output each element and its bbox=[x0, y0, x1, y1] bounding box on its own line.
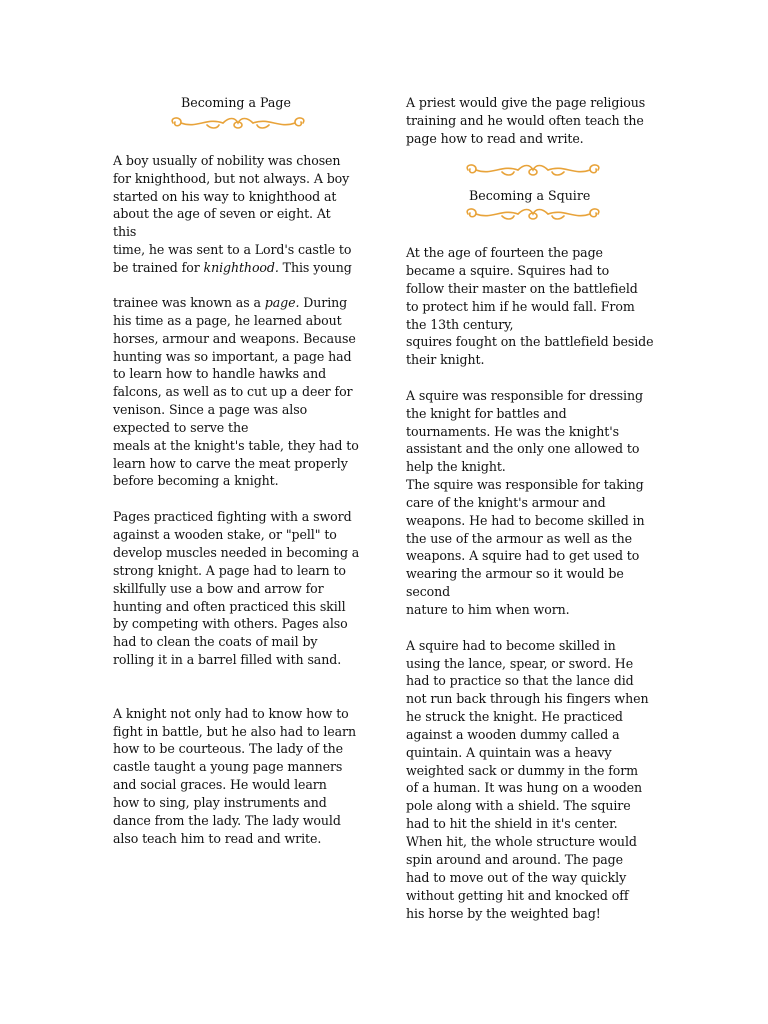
paragraph-line: hunting was so important, a page had bbox=[113, 349, 352, 364]
heading-becoming-a-squire: Becoming a Squire bbox=[469, 188, 591, 203]
paragraph-line: Pages practiced fighting with a sword bbox=[113, 509, 352, 524]
paragraph-line: without getting hit and knocked off bbox=[406, 888, 629, 903]
paragraph-line: falcons, as well as to cut up a deer for bbox=[113, 384, 353, 399]
italic-term: knighthood. bbox=[203, 260, 279, 275]
paragraph-line: skillfully use a bow and arrow for bbox=[113, 581, 324, 596]
paragraph-line: nature to him when worn. bbox=[406, 602, 570, 617]
text-run: This young bbox=[278, 260, 352, 275]
paragraph-line: venison. Since a page was also bbox=[113, 402, 308, 417]
paragraph-line: help the knight. bbox=[406, 459, 506, 474]
paragraph-line: quintain. A quintain was a heavy bbox=[406, 745, 612, 760]
paragraph-line: about the age of seven or eight. At bbox=[113, 206, 331, 221]
paragraph-line: assistant and the only one allowed to bbox=[406, 441, 640, 456]
paragraph-line: hunting and often practiced this skill bbox=[113, 599, 346, 614]
text-run: be trained for bbox=[113, 260, 204, 275]
paragraph-line: time, he was sent to a Lord's castle to bbox=[113, 242, 352, 257]
paragraph-line: the knight for battles and bbox=[406, 406, 567, 421]
paragraph-line: against a wooden stake, or "pell" to bbox=[113, 527, 337, 542]
paragraph-line: also teach him to read and write. bbox=[113, 831, 322, 846]
paragraph-line: training and he would often teach the bbox=[406, 113, 644, 128]
text-run: During bbox=[299, 295, 348, 310]
paragraph-line: strong knight. A page had to learn to bbox=[113, 563, 346, 578]
paragraph-line: care of the knight's armour and bbox=[406, 495, 606, 510]
paragraph-line: using the lance, spear, or sword. He bbox=[406, 656, 634, 671]
paragraph-line: A squire had to become skilled in bbox=[406, 638, 616, 653]
paragraph-line: When hit, the whole structure would bbox=[406, 834, 637, 849]
paragraph-line: to learn how to handle hawks and bbox=[113, 366, 327, 381]
paragraph-line: fight in battle, but he also had to learn bbox=[113, 724, 356, 739]
paragraph-line: A knight not only had to know how to bbox=[113, 706, 349, 721]
paragraph-line: rolling it in a barrel filled with sand. bbox=[113, 652, 342, 667]
paragraph-line: the use of the armour as well as the bbox=[406, 531, 632, 546]
paragraph-line: develop muscles needed in becoming a bbox=[113, 545, 360, 560]
paragraph-line: started on his way to knighthood at bbox=[113, 189, 337, 204]
paragraph-line: for knighthood, but not always. A boy bbox=[113, 171, 350, 186]
paragraph-line: his horse by the weighted bag! bbox=[406, 906, 601, 921]
paragraph-line: page how to read and write. bbox=[406, 131, 584, 146]
paragraph-line: not run back through his fingers when bbox=[406, 691, 649, 706]
paragraph-line: weighted sack or dummy in the form bbox=[406, 763, 639, 778]
paragraph-line: his time as a page, he learned about bbox=[113, 313, 342, 328]
paragraph-line: became a squire. Squires had to bbox=[406, 263, 610, 278]
text-run: trainee was known as a bbox=[113, 295, 265, 310]
paragraph-line: meals at the knight's table, they had to bbox=[113, 438, 359, 453]
paragraph-line: spin around and around. The page bbox=[406, 852, 624, 867]
paragraph-line: of a human. It was hung on a wooden bbox=[406, 780, 643, 795]
paragraph-line: to protect him if he would fall. From bbox=[406, 299, 635, 314]
paragraph-line: their knight. bbox=[406, 352, 485, 367]
paragraph-line: had to hit the shield in it's center. bbox=[406, 816, 618, 831]
paragraph-line: had to move out of the way quickly bbox=[406, 870, 627, 885]
paragraph-line: weapons. A squire had to get used to bbox=[406, 548, 640, 563]
paragraph-line: tournaments. He was the knight's bbox=[406, 424, 619, 439]
paragraph-line: wearing the armour so it would be bbox=[406, 566, 624, 581]
paragraph-line: second bbox=[406, 584, 451, 599]
paragraph-line: how to sing, play instruments and bbox=[113, 795, 327, 810]
heading-becoming-a-page: Becoming a Page bbox=[181, 95, 291, 110]
paragraph-line: A priest would give the page religious bbox=[406, 95, 646, 110]
paragraph-line: weapons. He had to become skilled in bbox=[406, 513, 645, 528]
paragraph-line bbox=[113, 259, 352, 277]
scroll-ornament-icon bbox=[462, 162, 604, 178]
paragraph-line: the 13th century, bbox=[406, 317, 514, 332]
paragraph-line: squires fought on the battlefield beside bbox=[406, 334, 654, 349]
paragraph-line: dance from the lady. The lady would bbox=[113, 813, 341, 828]
paragraph-line: A boy usually of nobility was chosen bbox=[113, 153, 341, 168]
paragraph-line: follow their master on the battlefield bbox=[406, 281, 638, 296]
paragraph-line: how to be courteous. The lady of the bbox=[113, 741, 344, 756]
paragraph-line: expected to serve the bbox=[113, 420, 249, 435]
paragraph-line: had to clean the coats of mail by bbox=[113, 634, 318, 649]
paragraph-line: A squire was responsible for dressing bbox=[406, 388, 643, 403]
paragraph-line: The squire was responsible for taking bbox=[406, 477, 644, 492]
paragraph-line: learn how to carve the meat properly bbox=[113, 456, 348, 471]
paragraph-line bbox=[113, 294, 347, 312]
paragraph-line: At the age of fourteen the page bbox=[406, 245, 603, 260]
paragraph-line: pole along with a shield. The squire bbox=[406, 798, 631, 813]
italic-term: page. bbox=[264, 295, 300, 310]
paragraph-line: had to practice so that the lance did bbox=[406, 673, 634, 688]
paragraph-line: horses, armour and weapons. Because bbox=[113, 331, 356, 346]
paragraph-line: castle taught a young page manners bbox=[113, 759, 343, 774]
paragraph-line: and social graces. He would learn bbox=[113, 777, 327, 792]
paragraph-line: before becoming a knight. bbox=[113, 473, 279, 488]
paragraph-line: this bbox=[113, 224, 137, 239]
scroll-ornament-icon bbox=[462, 206, 604, 222]
scroll-ornament-icon bbox=[167, 115, 309, 131]
paragraph-line: by competing with others. Pages also bbox=[113, 616, 348, 631]
paragraph-line: he struck the knight. He practiced bbox=[406, 709, 623, 724]
paragraph-line: against a wooden dummy called a bbox=[406, 727, 620, 742]
